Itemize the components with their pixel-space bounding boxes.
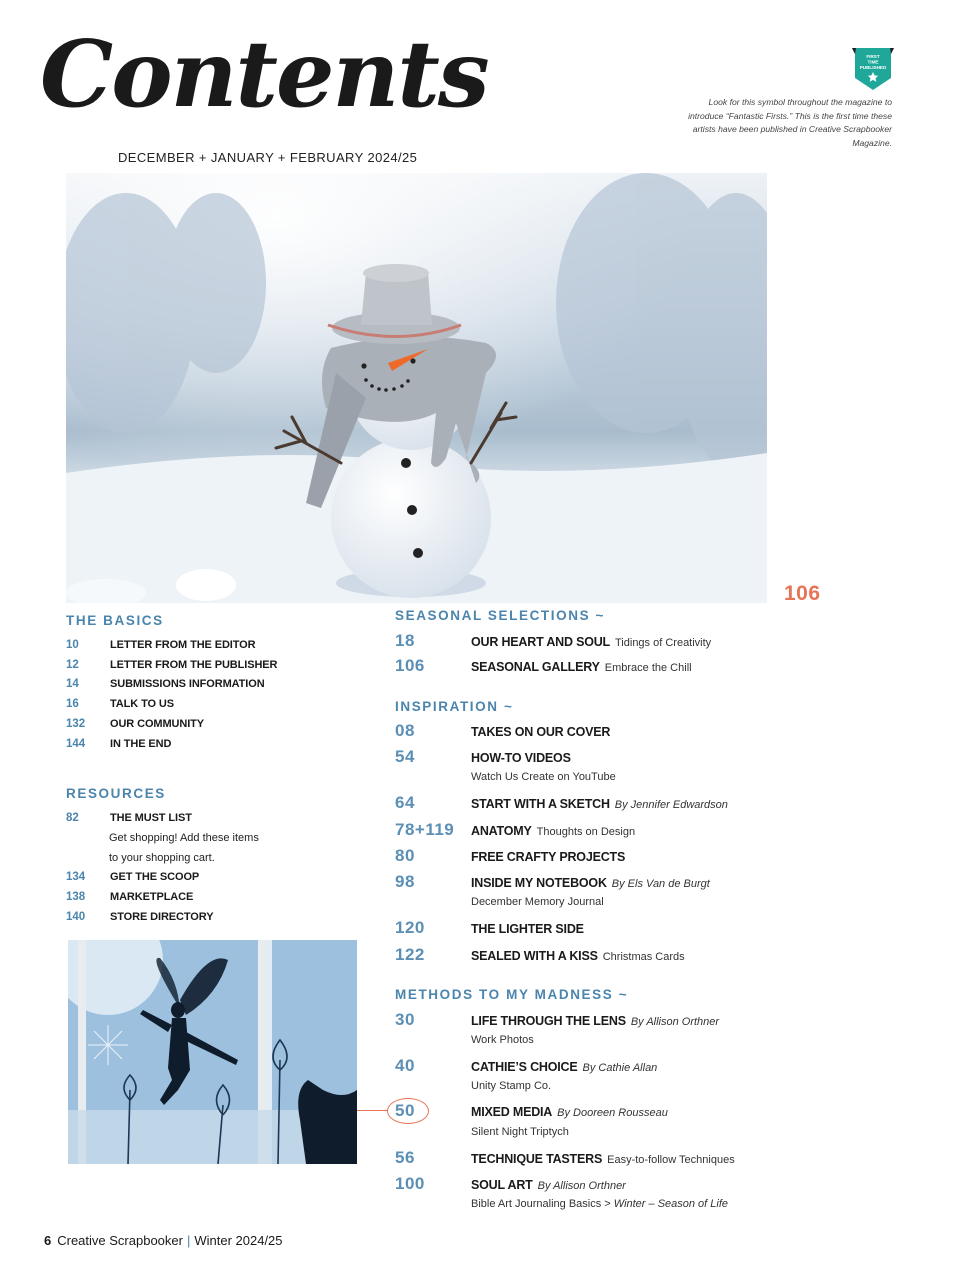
fantastic-firsts-note: Look for this symbol throughout the magazine to introduce “Fantastic Firsts.” This is the first time these artists have been published in Creative Scrapbooker Magazine.: [688, 97, 892, 148]
notebook-desc: December Memory Journal: [471, 896, 604, 908]
cathie-desc: Unity Stamp Co.: [471, 1080, 552, 1092]
contents-title: Contents: [40, 20, 488, 128]
page-number: 6: [44, 1233, 52, 1248]
mixed-media-desc: Silent Night Triptych: [471, 1126, 569, 1138]
list-item[interactable]: 14 SUBMISSIONS INFORMATION: [66, 678, 265, 690]
list-item[interactable]: 122 SEALED WITH A KISS Christmas Cards: [395, 945, 685, 964]
list-item[interactable]: 12 LETTER FROM THE PUBLISHER: [66, 659, 278, 671]
badge-line-3: PUBLISHED: [859, 65, 887, 70]
list-item[interactable]: 98 INSIDE MY NOTEBOOK By Els Van de Burgt: [395, 872, 710, 891]
list-item[interactable]: 106 SEASONAL GALLERY Embrace the Chill: [395, 656, 692, 675]
list-item[interactable]: 30 LIFE THROUGH THE LENS By Allison Orthner: [395, 1010, 720, 1029]
callout-circle: [387, 1098, 429, 1124]
list-item[interactable]: 56 TECHNIQUE TASTERS Easy-to-follow Techniques: [395, 1148, 735, 1167]
cover-page-reference: 106: [784, 582, 821, 605]
list-item[interactable]: 138 MARKETPLACE: [66, 891, 194, 903]
list-item[interactable]: 08 TAKES ON OUR COVER: [395, 721, 611, 740]
list-item[interactable]: 64 START WITH A SKETCH By Jennifer Edwardson: [395, 793, 728, 812]
how-to-videos-desc: Watch Us Create on YouTube: [471, 771, 616, 783]
footer-issue: Winter 2024/25: [194, 1233, 283, 1248]
list-item[interactable]: 82 THE MUST LIST: [66, 812, 192, 824]
list-item[interactable]: 120 THE LIGHTER SIDE: [395, 918, 584, 937]
magazine-name: Creative Scrapbooker: [57, 1233, 183, 1248]
list-item[interactable]: 18 OUR HEART AND SOUL Tidings of Creativity: [395, 631, 712, 650]
list-item[interactable]: 54 HOW-TO VIDEOS: [395, 747, 571, 766]
list-item[interactable]: 132 OUR COMMUNITY: [66, 718, 205, 730]
section-heading-seasonal: SEASONAL SELECTIONS ~: [395, 608, 606, 623]
badge-line-1: FIRST: [866, 54, 880, 59]
list-item[interactable]: 78+119 ANATOMY Thoughts on Design: [395, 820, 636, 839]
list-item[interactable]: 144 IN THE END: [66, 738, 172, 750]
soul-art-desc: Bible Art Journaling Basics > Winter – Season of Life: [471, 1198, 729, 1210]
list-item[interactable]: 10 LETTER FROM THE EDITOR: [66, 639, 256, 651]
must-list-desc-1: Get shopping! Add these items: [109, 832, 259, 844]
list-item[interactable]: 16 TALK TO US: [66, 698, 174, 710]
must-list-desc-2: to your shopping cart.: [109, 852, 215, 864]
section-heading-basics: THE BASICS: [66, 613, 164, 628]
fairy-triptych-image: [68, 940, 357, 1164]
section-heading-methods: METHODS TO MY MADNESS ~: [395, 987, 629, 1002]
list-item[interactable]: 80 FREE CRAFTY PROJECTS: [395, 846, 626, 865]
page-footer: 6 Creative Scrapbooker | Winter 2024/25: [44, 1233, 283, 1248]
list-item[interactable]: 50 MIXED MEDIA By Dooreen Rousseau: [395, 1101, 668, 1120]
issue-dates: DECEMBER + JANUARY + FEBRUARY 2024/25: [118, 150, 418, 165]
badge-line-2: TIME: [867, 59, 879, 65]
snowman-cover-image: [66, 173, 767, 603]
list-item[interactable]: 134 GET THE SCOOP: [66, 871, 200, 883]
list-item[interactable]: 40 CATHIE’S CHOICE By Cathie Allan: [395, 1056, 658, 1075]
section-heading-resources: RESOURCES: [66, 786, 166, 801]
section-heading-inspiration: INSPIRATION ~: [395, 699, 514, 714]
list-item[interactable]: 100 SOUL ART By Allison Orthner: [395, 1174, 626, 1193]
first-time-published-badge-icon: [850, 46, 896, 92]
callout-line: [357, 1110, 388, 1111]
list-item[interactable]: 140 STORE DIRECTORY: [66, 911, 214, 923]
lens-desc: Work Photos: [471, 1034, 534, 1046]
